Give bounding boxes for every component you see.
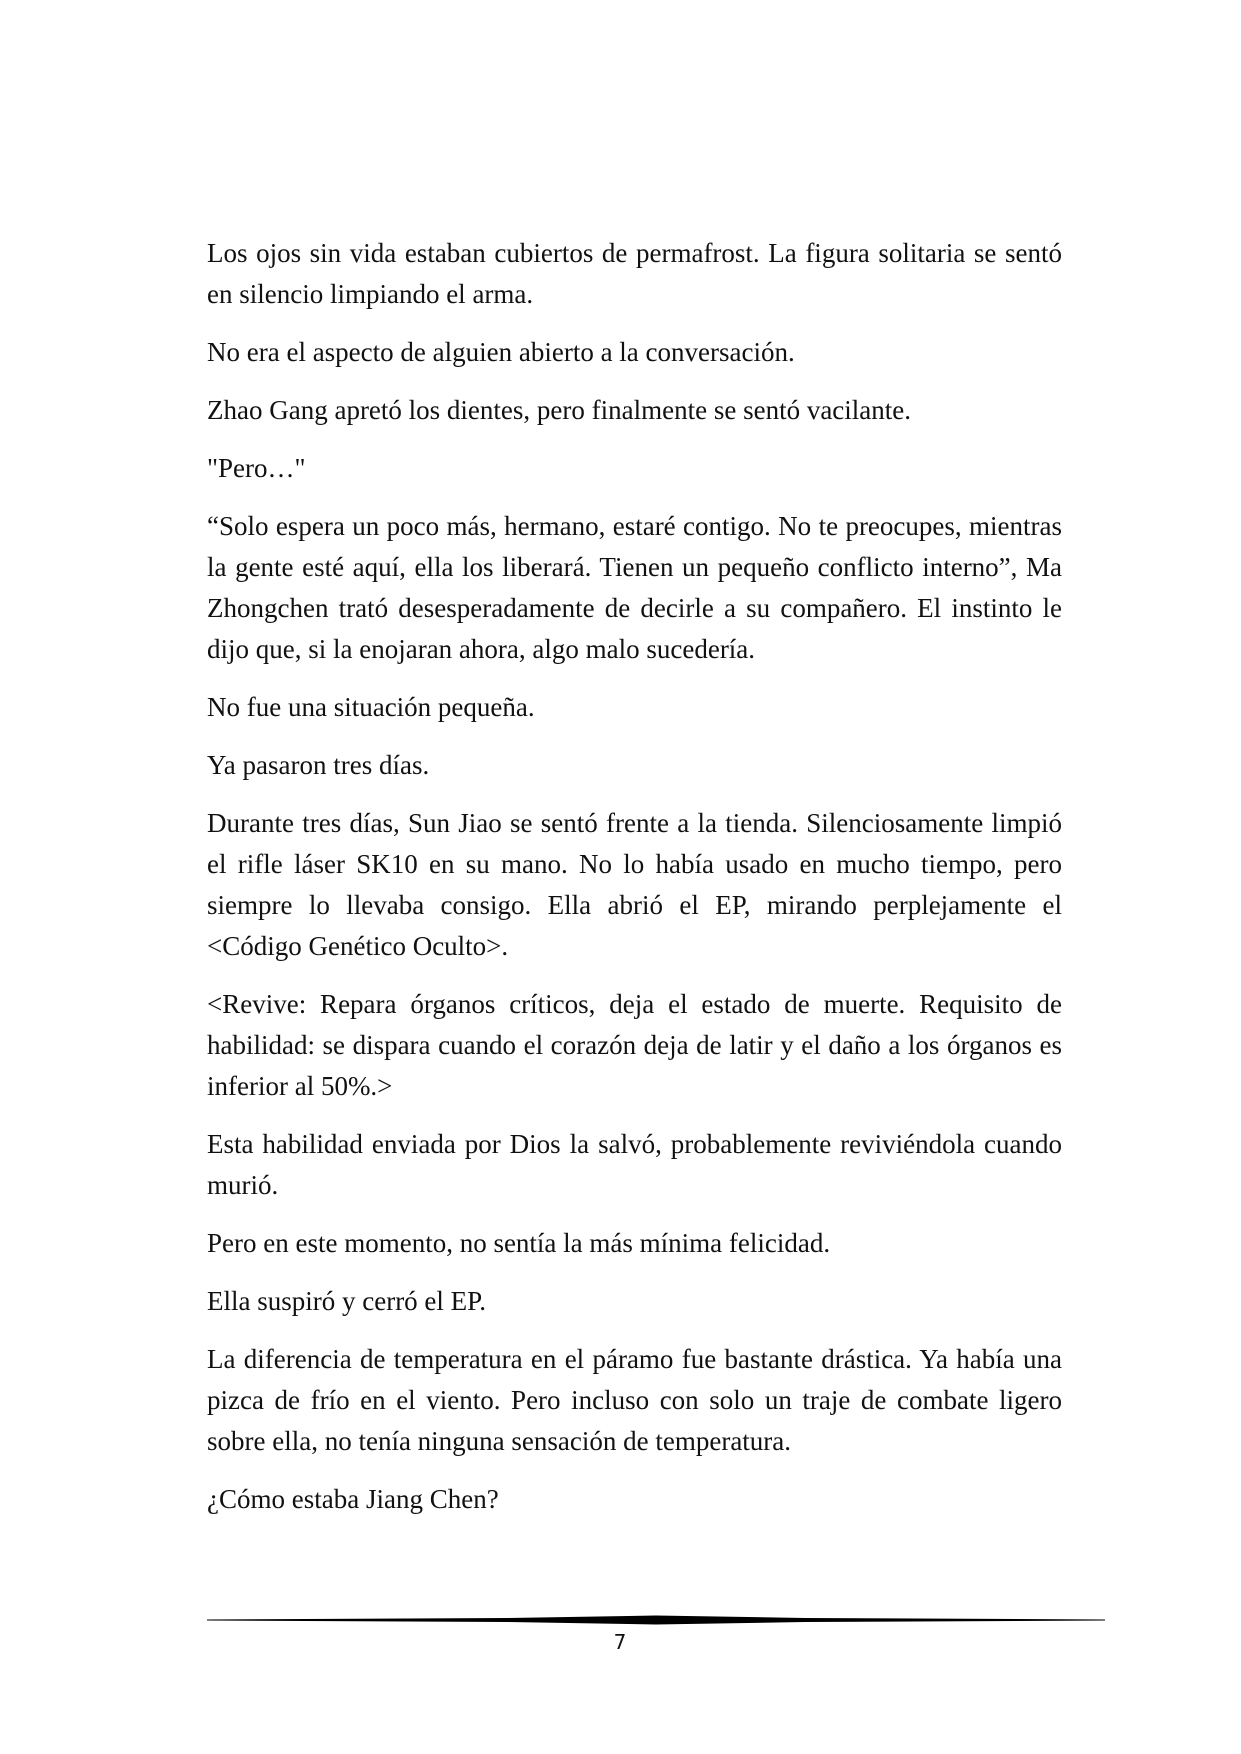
body-text [207,233,1062,1537]
paragraph: Los ojos sin vida estaban cubiertos de permafrost. La figura solitaria se sentó en silencio limpiando el arma. [207,238,1062,309]
paragraph: Zhao Gang apretó los dientes, pero finalmente se sentó vacilante. [207,395,912,425]
paragraph: ¿Cómo estaba Jiang Chen? [207,1484,499,1514]
paragraph: Esta habilidad enviada por Dios la salvó, probablemente reviviéndola cuando murió. [207,1129,1062,1200]
paragraph: No fue una situación pequeña. [207,692,535,722]
paragraph: La diferencia de temperatura en el páramo fue bastante drástica. Ya había una pizca de frío en el viento. Pero incluso con solo un traje de combate ligero sobre ella, no tenía ninguna sensación de temperatura. [207,1344,1062,1456]
paragraph: <Revive: Repara órganos críticos, deja el estado de muerte. Requisito de habilidad: se dispara cuando el corazón deja de latir y el daño a los órganos es inferior al 50%.> [207,989,1062,1101]
page-number: 7 [613,1630,627,1654]
paragraph: Durante tres días, Sun Jiao se sentó frente a la tienda. Silenciosamente limpió el rifle láser SK10 en su mano. No lo había usado en mucho tiempo, pero siempre lo llevaba consigo. Ella abrió el EP, mirando perplejamente el <Código Genético Oculto>. [207,808,1062,961]
paragraph: Pero en este momento, no sentía la más mínima felicidad. [207,1228,831,1258]
paragraph: “Solo espera un poco más, hermano, estaré contigo. No te preocupes, mientras la gente esté aquí, ella los liberará. Tienen un pequeño conflicto interno”, Ma Zhongchen trató desesperadamente de decirle a su compañero. El instinto le dijo que, si la enojaran ahora, algo malo sucedería. [207,511,1062,664]
paragraph: "Pero…" [207,453,306,483]
footer-divider [207,1614,1105,1626]
paragraph: Ya pasaron tres días. [207,750,430,780]
paragraph: Ella suspiró y cerró el EP. [207,1286,486,1316]
paragraph: No era el aspecto de alguien abierto a la conversación. [207,337,795,367]
